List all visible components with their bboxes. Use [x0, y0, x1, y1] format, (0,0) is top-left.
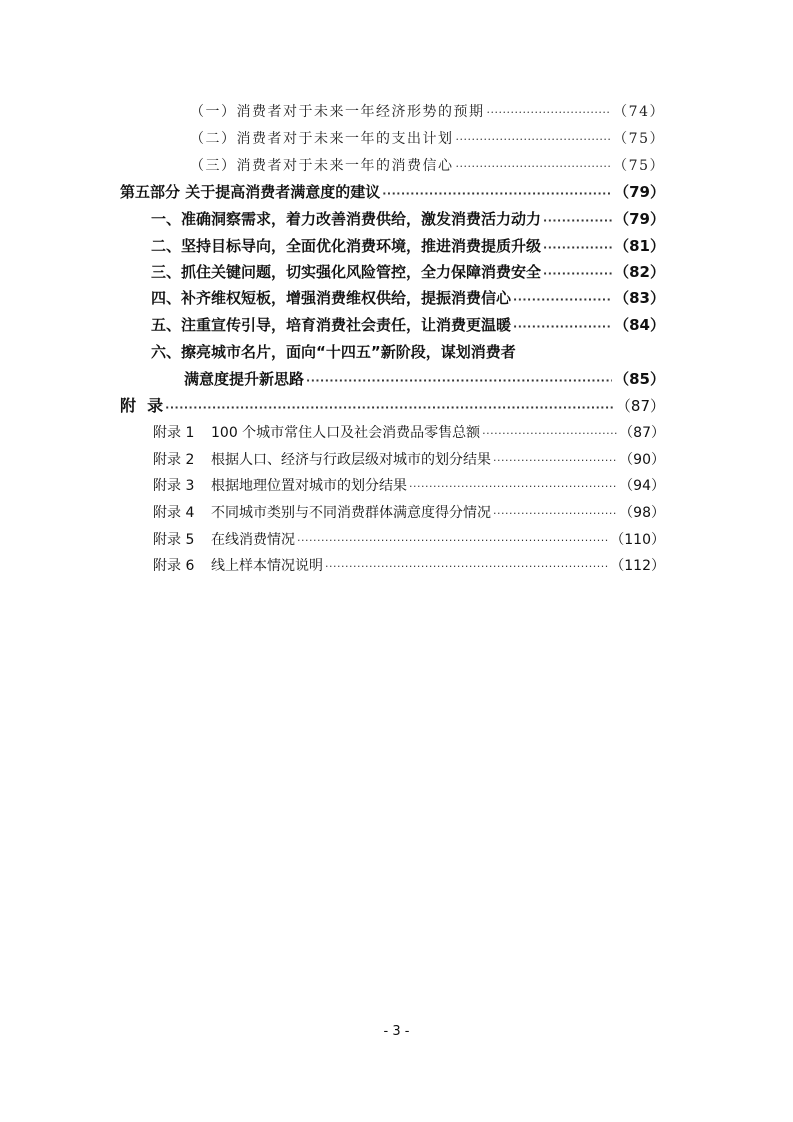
leader-dots	[297, 531, 608, 551]
page-number: - 3 -	[383, 1024, 410, 1039]
toc-entry-page: （98）	[619, 505, 665, 521]
toc-entry-page: （87）	[615, 397, 665, 415]
toc-section-entry[interactable]	[151, 315, 665, 337]
leader-dots	[493, 504, 617, 524]
toc-section-label: 三、抓住关键问题，切实强化风险管控，全力保障消费安全	[151, 263, 542, 281]
toc-section-label: 四、补齐维权短板，增强消费维权供给，提振消费信心	[151, 289, 512, 307]
toc-part-label: 第五部分 关于提高消费者满意度的建议	[120, 183, 381, 201]
toc-section-label: 六、擦亮城市名片，面向“十四五”新阶段，谋划消费者	[151, 343, 516, 361]
toc-section-label: 满意度提升新思路	[184, 370, 305, 388]
toc-appendix-item[interactable]	[153, 556, 665, 577]
appendix-title: 线上样本情况说明	[211, 558, 323, 574]
toc-entry-page: （83）	[614, 289, 665, 307]
toc-entry[interactable]	[190, 156, 665, 177]
toc-entry-page: （79）	[614, 183, 665, 201]
toc-section-label: 五、注重宣传引导，培育消费社会责任，让消费更温暖	[151, 316, 512, 334]
toc-entry-label: （三）消费者对于未来一年的消费信心	[190, 158, 454, 174]
toc-section-entry[interactable]	[151, 209, 665, 231]
toc-entry-page: （85）	[614, 370, 665, 388]
leader-dots	[487, 103, 612, 123]
appendix-number: 附录 2	[153, 452, 195, 468]
leader-dots	[482, 424, 617, 444]
leader-dots	[382, 184, 612, 204]
leader-dots	[513, 317, 612, 337]
appendix-title: 根据地理位置对城市的划分结果	[211, 478, 407, 494]
appendix-title: 100 个城市常住人口及社会消费品零售总额	[211, 425, 481, 441]
toc-appendix-item[interactable]	[153, 476, 665, 497]
toc-entry-page: （84）	[614, 316, 665, 334]
leader-dots	[456, 157, 612, 177]
appendix-title: 不同城市类别与不同消费群体满意度得分情况	[211, 505, 491, 521]
toc-entry-page: （75）	[613, 131, 665, 147]
leader-dots	[409, 477, 617, 497]
leader-dots	[543, 264, 612, 284]
leader-dots	[456, 130, 612, 150]
leader-dots	[306, 371, 612, 391]
toc-entry-page: （90）	[619, 452, 665, 468]
toc-entry-page: （75）	[613, 158, 665, 174]
appendix-number: 附录 6	[153, 558, 195, 574]
toc-appendix-item[interactable]	[153, 530, 665, 551]
toc-appendix-label: 附 录	[120, 396, 164, 415]
leader-dots	[325, 557, 608, 577]
toc-entry-page: （112）	[610, 558, 665, 574]
toc-section-entry[interactable]	[151, 236, 665, 258]
toc-section-entry-line2[interactable]	[184, 369, 665, 391]
toc-entry-page: （94）	[619, 478, 665, 494]
toc-part-entry[interactable]	[120, 182, 665, 204]
leader-dots	[493, 451, 617, 471]
toc-entry-page: （82）	[614, 263, 665, 281]
leader-dots	[543, 238, 612, 258]
toc-appendix-item[interactable]	[153, 423, 665, 444]
appendix-number: 附录 5	[153, 532, 195, 548]
toc-entry[interactable]	[190, 129, 665, 150]
toc-entry-page: （81）	[614, 237, 665, 255]
toc-appendix-entry[interactable]	[120, 396, 665, 418]
toc-entry[interactable]	[190, 102, 665, 123]
toc-section-label: 一、准确洞察需求，着力改善消费供给，激发消费活力动力	[151, 210, 542, 228]
appendix-number: 附录 3	[153, 478, 195, 494]
appendix-title: 在线消费情况	[211, 532, 295, 548]
toc-appendix-item[interactable]	[153, 503, 665, 524]
toc-section-label: 二、坚持目标导向，全面优化消费环境，推进消费提质升级	[151, 237, 542, 255]
leader-dots	[543, 211, 612, 231]
toc-entry-page: （79）	[614, 210, 665, 228]
appendix-number: 附录 4	[153, 505, 195, 521]
toc-entry-page: （74）	[613, 104, 665, 120]
toc-entry-page: （110）	[610, 532, 665, 548]
appendix-title: 根据人口、经济与行政层级对城市的划分结果	[211, 452, 491, 468]
toc-entry-label: （一）消费者对于未来一年经济形势的预期	[190, 104, 485, 120]
toc-section-entry[interactable]	[151, 262, 665, 284]
leader-dots	[165, 398, 614, 418]
toc-section-entry[interactable]	[151, 288, 665, 310]
toc-section-entry-line1[interactable]	[151, 342, 665, 362]
leader-dots	[513, 290, 612, 310]
toc-entry-page: （87）	[619, 425, 665, 441]
toc-entry-label: （二）消费者对于未来一年的支出计划	[190, 131, 454, 147]
appendix-number: 附录 1	[153, 425, 195, 441]
toc-appendix-item[interactable]	[153, 450, 665, 471]
